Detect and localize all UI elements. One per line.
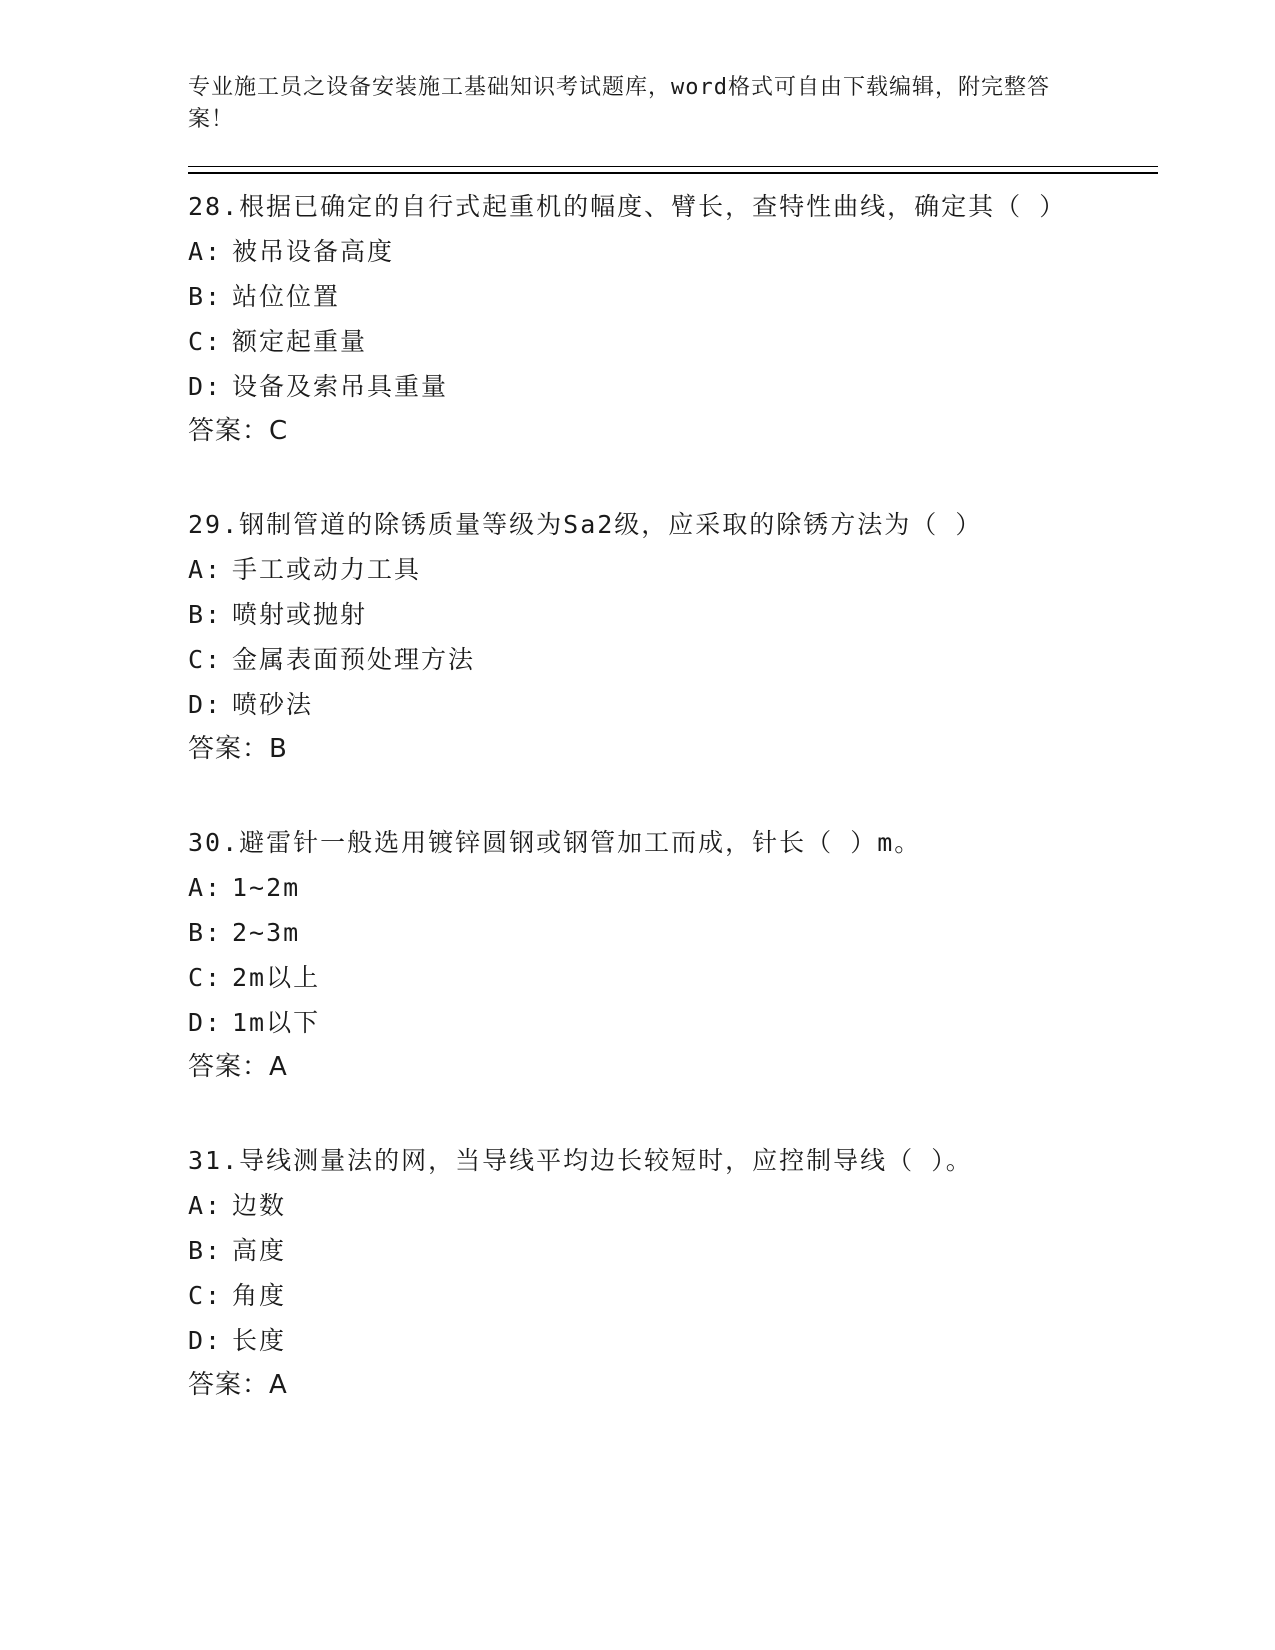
option-a [188,547,1158,592]
option-text: 被吊设备高度 [232,237,395,266]
option-key: C: [188,327,223,356]
question-stem: 31.导线测量法的网，当导线平均边长较短时，应控制导线（ ）。 [188,1146,973,1175]
option-c [188,319,1158,364]
option-text: 手工或动力工具 [232,555,422,584]
option-c [188,637,1158,682]
option-key: D: [188,1326,223,1355]
question-31 [188,1138,1158,1408]
option-key: D: [188,690,223,719]
option-text: 2~3m [232,918,301,947]
option-b [188,274,1158,319]
option-text: 额定起重量 [232,327,368,356]
option-key: B: [188,918,223,947]
question-stem: 29.钢制管道的除锈质量等级为Sa2级，应采取的除锈方法为（ ） [188,510,983,539]
option-text: 角度 [232,1281,287,1310]
option-text: 长度 [232,1326,287,1355]
option-text: 喷射或抛射 [232,600,368,629]
question-30 [188,820,1158,1090]
option-text: 设备及索吊具重量 [232,372,449,401]
option-key: D: [188,372,223,401]
option-key: D: [188,1008,223,1037]
option-text: 边数 [232,1191,287,1220]
option-key: C: [188,645,223,674]
option-key: C: [188,963,223,992]
option-text: 2m以上 [232,963,321,992]
option-text: 金属表面预处理方法 [232,645,476,674]
option-a [188,1183,1158,1228]
option-a [188,229,1158,274]
option-key: A: [188,237,223,266]
option-text: 站位位置 [232,282,341,311]
option-key: A: [188,1191,223,1220]
document-page [188,72,1158,1408]
option-key: B: [188,1236,223,1265]
header-divider [188,166,1158,174]
option-c [188,955,1158,1000]
option-key: C: [188,1281,223,1310]
option-key: B: [188,282,223,311]
answer-line: 答案：A [188,1052,288,1082]
option-text: 高度 [232,1236,287,1265]
option-text: 1~2m [232,873,301,902]
option-key: B: [188,600,223,629]
option-d [188,1000,1158,1045]
option-d [188,682,1158,727]
document-header: 专业施工员之设备安装施工基础知识考试题库，word格式可自由下载编辑，附完整答案！ [188,75,1050,132]
option-d [188,1318,1158,1363]
option-key: A: [188,873,223,902]
answer-line: 答案：C [188,416,289,446]
question-29 [188,502,1158,772]
option-c [188,1273,1158,1318]
question-stem: 30.避雷针一般选用镀锌圆钢或钢管加工而成，针长（ ）m。 [188,828,922,857]
option-text: 1m以下 [232,1008,321,1037]
option-a [188,865,1158,910]
option-text: 喷砂法 [232,690,314,719]
question-28 [188,184,1158,454]
answer-line: 答案：A [188,1370,288,1400]
option-d [188,364,1158,409]
option-key: A: [188,555,223,584]
option-b [188,592,1158,637]
option-b [188,1228,1158,1273]
question-stem: 28.根据已确定的自行式起重机的幅度、臂长，查特性曲线，确定其（ ） [188,192,1067,221]
option-b [188,910,1158,955]
answer-line: 答案：B [188,734,288,764]
